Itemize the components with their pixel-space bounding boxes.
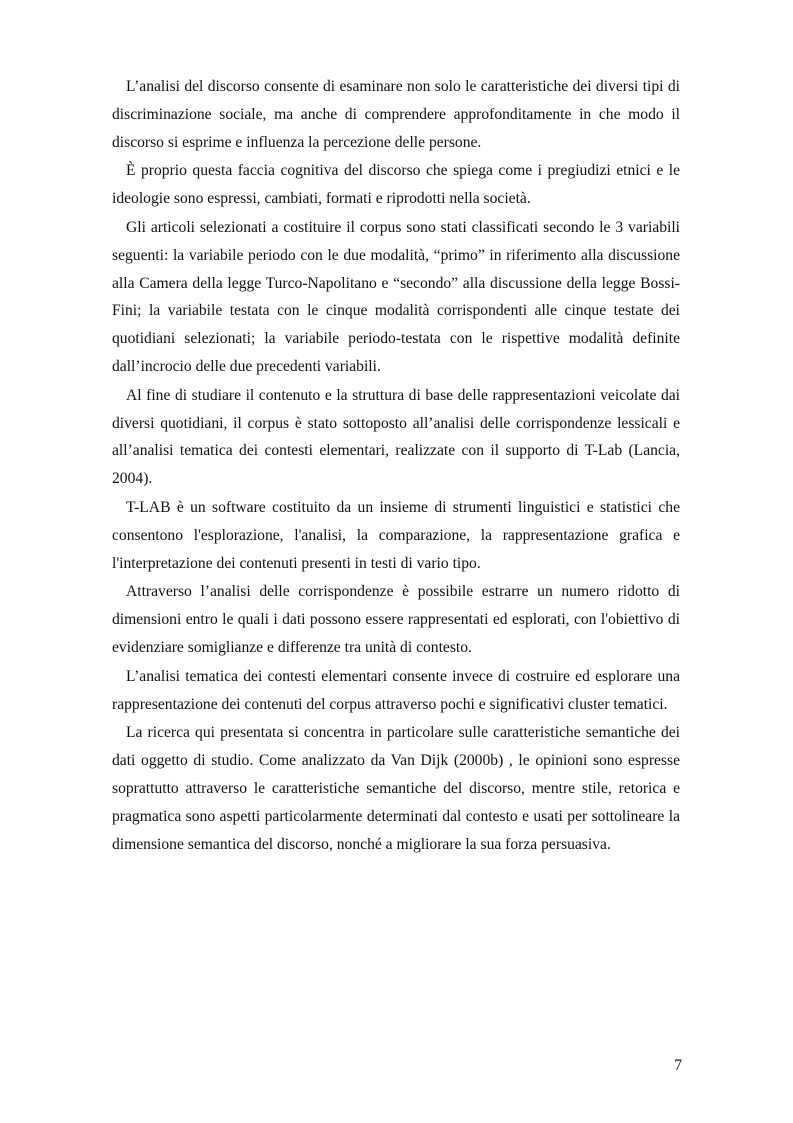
paragraph-tlab-description: T-LAB è un software costituito da un insieme di strumenti linguistici e statistici che consentono l'esplorazione, l'analisi, la comparazione, la rappresentazione grafica e l'interpretazione dei contenuti presenti in testi di vario tipo.: [112, 498, 680, 572]
paragraph-thematic-analysis: L’analisi tematica dei contesti elementari consente invece di costruire ed esplorare una rappresentazione dei contenuti del corpus attraverso pochi e significativi cluster tematici.: [112, 667, 680, 713]
paragraph-correspondence-analysis: Attraverso l’analisi delle corrispondenze è possibile estrarre un numero ridotto di dimensioni entro le quali i dati possono essere rappresentati ed esplorati, con l'obiettivo di evidenziare somiglianze e differenze tra unità di contesto.: [112, 583, 680, 656]
paragraph-discourse-analysis: L’analisi del discorso consente di esaminare non solo le caratteristiche dei diversi tipi di discriminazione sociale, ma anche di comprendere approfonditamente in che modo il discorso si esprime e influenza la percezione delle persone.: [112, 78, 680, 151]
paragraph-analysis-method: Al fine di studiare il contenuto e la struttura di base delle rappresentazioni veicolate dai diversi quotidiani, il corpus è stato sottoposto all’analisi delle corrispondenze lessicali e all’analisi tematica dei contesti elementari, realizzate con il supporto di T-Lab (Lancia, 2004).: [112, 386, 680, 488]
paragraph-semantic-focus: La ricerca qui presentata si concentra in particolare sulle caratteristiche semantiche dei dati oggetto di studio. Come analizzato da Van Dijk (2000b) , le opinioni sono espresse soprattutto attraverso le caratteristiche semantiche del discorso, mentre stile, retorica e pragmatica sono aspetti particolarmente determinati dal contesto e usati per sottolineare la dimensione semantica del discorso, nonché a migliorare la sua forza persuasiva.: [112, 724, 680, 853]
page-number: 7: [674, 1057, 682, 1074]
page-body: [112, 73, 680, 859]
paragraph-corpus-variables: Gli articoli selezionati a costituire il corpus sono stati classificati secondo le 3 variabili seguenti: la variabile periodo con le due modalità, “primo” in riferimento alla discussione alla Camera della legge Turco-Napolitano e “secondo” alla discussione della legge Bossi-Fini; la variabile testata con le cinque modalità corrispondenti alle cinque testate dei quotidiani selezionati; la variabile periodo-testata con le rispettive modalità definite dall’incrocio delle due precedenti variabili.: [112, 218, 680, 375]
paragraph-cognitive-face: È proprio questa faccia cognitiva del discorso che spiega come i pregiudizi etnici e le ideologie sono espressi, cambiati, formati e riprodotti nella società.: [112, 162, 680, 208]
